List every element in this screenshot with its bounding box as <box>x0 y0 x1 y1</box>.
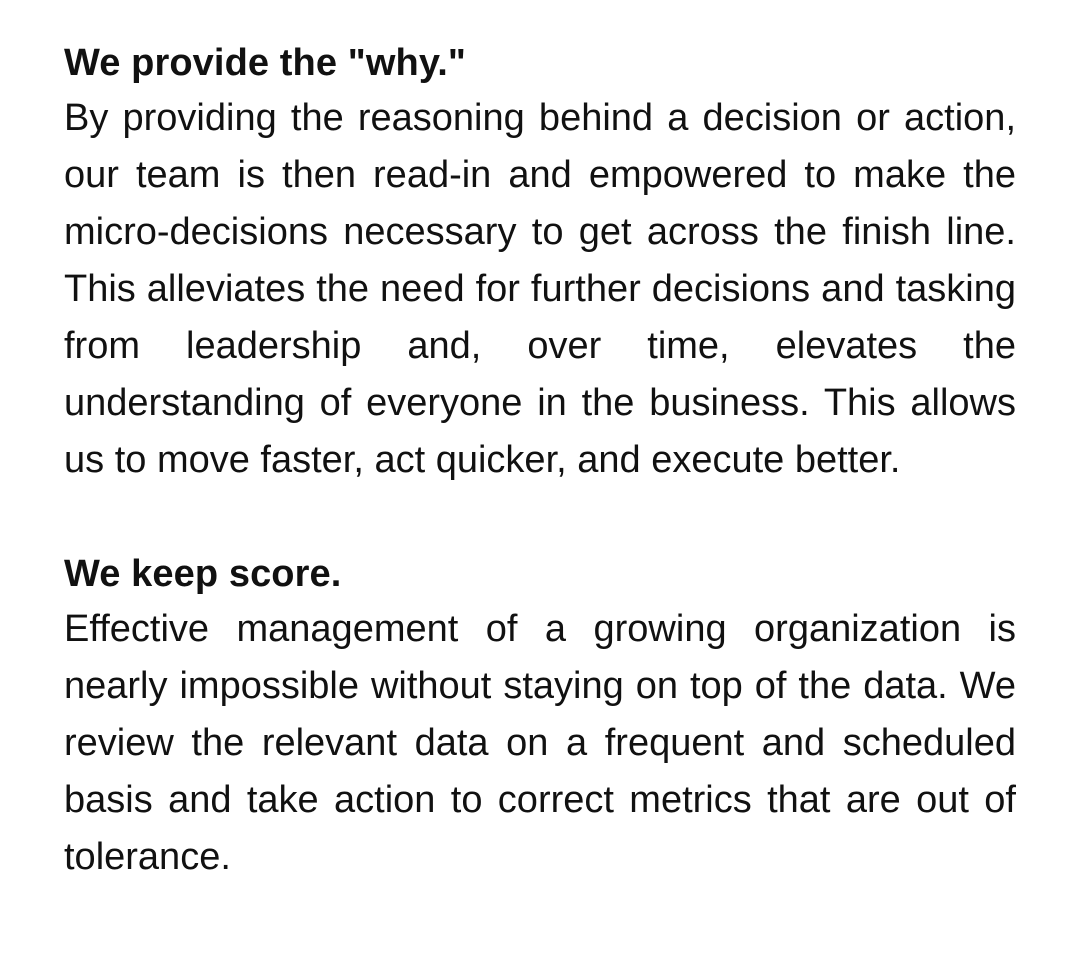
section-heading: We keep score. <box>64 553 342 595</box>
section-body: Effective management of a growing organization is nearly impossible without staying on top of the data. We review the relevant data on a frequent and scheduled basis and take action to correct metrics that are out of tolerance. <box>64 608 1016 878</box>
section-heading: We provide the "why." <box>64 42 467 84</box>
section-provide-why <box>64 36 1016 489</box>
section-keep-score <box>64 547 1016 886</box>
section-body: By providing the reasoning behind a decision or action, our team is then read-in and empowered to make the micro-decisions necessary to get across the finish line. This alleviates the need for further decisions and tasking from leadership and, over time, elevates the understanding of everyone in the business. This allows us to move faster, act quicker, and execute better. <box>64 97 1016 481</box>
document-page <box>64 36 1016 886</box>
